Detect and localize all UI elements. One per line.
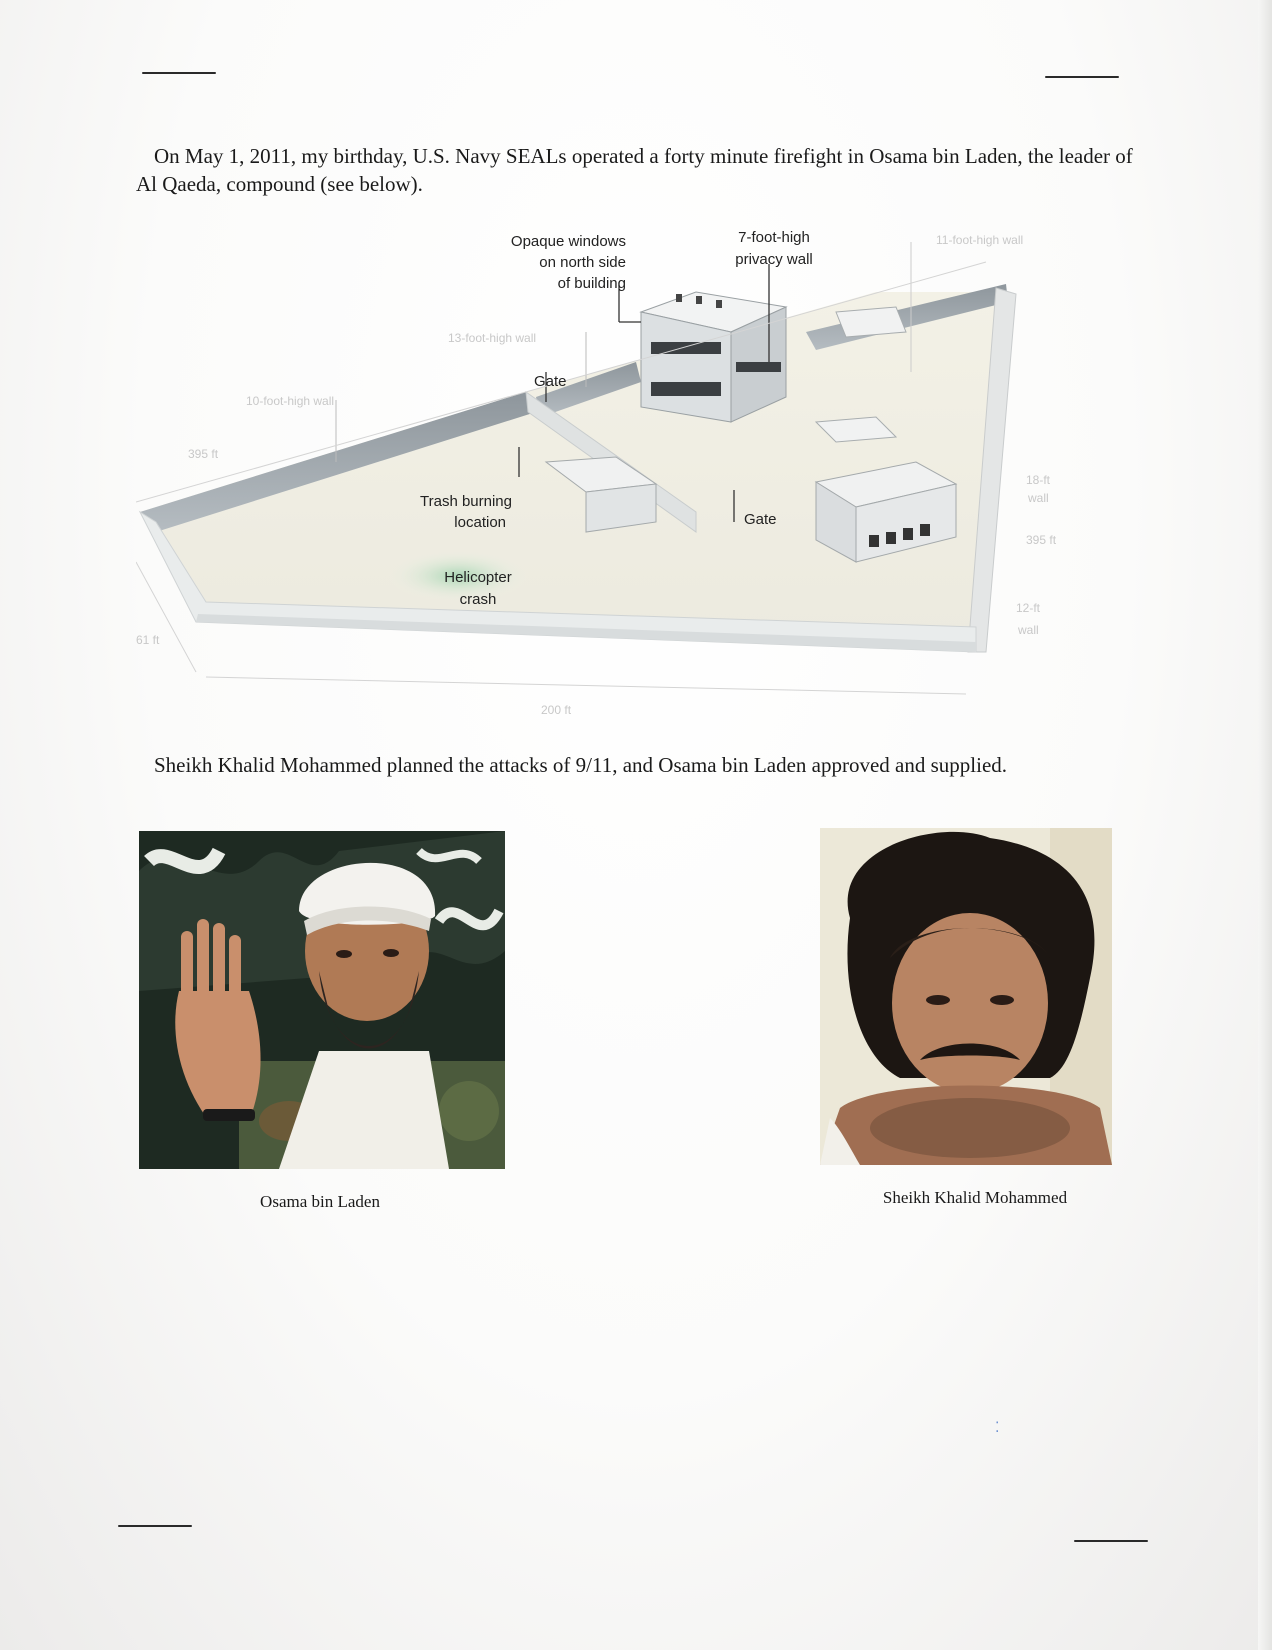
label-privacy-wall-1: 7-foot-high [738,229,810,246]
scan-mark [1045,76,1119,78]
caption-sheikh-khalid-mohammed: Sheikh Khalid Mohammed [882,1188,1068,1207]
label-18ft-wall-2: wall [1028,491,1049,505]
caption-osama-bin-laden: Osama bin Laden [260,1192,380,1211]
label-11ft-wall: 11-foot-high wall [936,233,1024,247]
compound-diagram [136,222,1076,717]
label-opaque-windows-2: on north side [539,254,626,271]
label-opaque-windows-1: Opaque windows [510,233,626,250]
scan-mark [1074,1540,1148,1542]
label-gate-2: Gate [744,511,777,528]
second-paragraph: Sheikh Khalid Mohammed planned the attacks of 9/11, and Osama bin Laden approved and supplied. [154,753,1008,777]
label-18ft-wall-1: 18-ft [1026,473,1051,487]
scan-mark [142,72,216,74]
intro-paragraph: On May 1, 2011, my birthday, U.S. Navy SEALs operated a forty minute firefight in Osama bin Laden, the leader of Al Qaeda, compound (see below). [136,144,1133,196]
label-dim-395b: 395 ft [1026,533,1057,547]
label-12ft-wall-1: 12-ft [1016,601,1041,615]
label-dim-200: 200 ft [541,703,572,717]
label-13ft-wall: 13-foot-high wall [448,331,537,345]
photo-osama-bin-laden [139,831,505,1169]
label-helicopter-2: crash [459,591,497,608]
label-privacy-wall-2: privacy wall [735,251,813,268]
scan-mark [118,1525,192,1527]
page-edge [1258,0,1272,1650]
label-opaque-windows-3: of building [557,275,626,292]
scan-speck: ⁚ [995,1420,1000,1436]
label-helicopter-1: Helicopter [444,569,512,586]
photo-sheikh-khalid-mohammed [820,828,1112,1165]
label-trash-2: location [454,514,506,531]
label-dim-395: 395 ft [188,447,219,461]
label-10ft-wall: 10-foot-high wall [246,394,335,408]
label-gate-1: Gate [534,373,567,390]
label-trash-1: Trash burning [420,493,512,510]
label-12ft-wall-2: wall [1018,623,1039,637]
label-dim-61: 61 ft [136,633,160,647]
